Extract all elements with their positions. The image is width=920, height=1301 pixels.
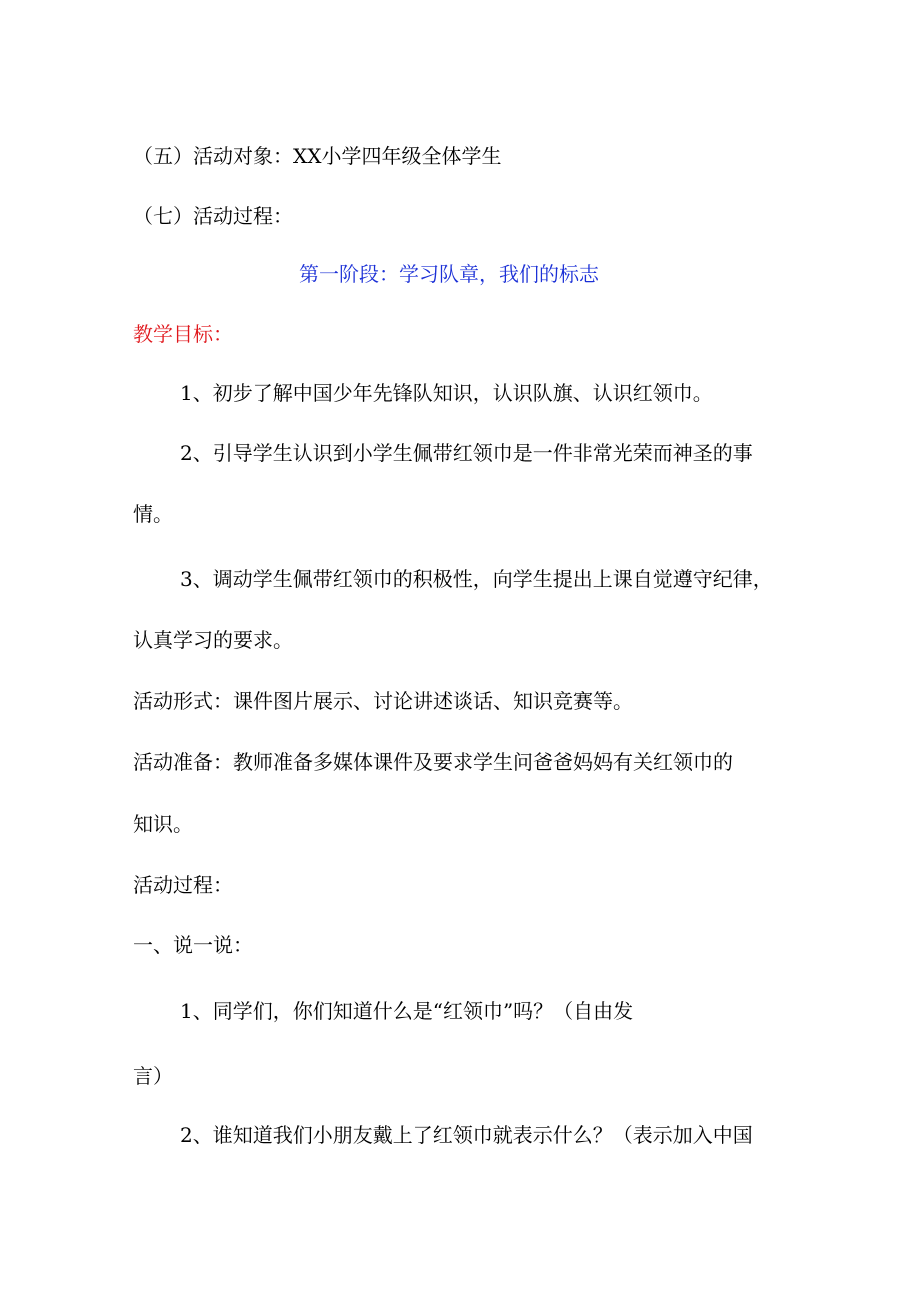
section-say-heading: 一、说一说： xyxy=(133,933,253,957)
goal-2: 2、引导学生认识到小学生佩带红领巾是一件非常光荣而神圣的事 xyxy=(180,441,753,465)
question-2: 2、谁知道我们小朋友戴上了红领巾就表示什么？（表示加入中国 xyxy=(180,1123,753,1147)
goal-3: 3、调动学生佩带红领巾的积极性，向学生提出上课自觉遵守纪律， xyxy=(180,567,773,591)
goal-1: 1、初步了解中国少年先锋队知识，认识队旗、认识红领巾。 xyxy=(180,381,713,405)
goal-2-continued: 情。 xyxy=(133,502,173,526)
teaching-goals-label: 教学目标： xyxy=(133,322,233,346)
activity-process-label: 活动过程： xyxy=(133,873,233,897)
activity-target-line: （五）活动对象：XX小学四年级全体学生 xyxy=(133,144,502,168)
question-1-continued: 言） xyxy=(133,1064,173,1088)
question-1: 1、同学们，你们知道什么是“红领巾”吗？（自由发 xyxy=(180,999,634,1023)
activity-process-heading: （七）活动过程： xyxy=(133,204,293,228)
activity-preparation-continued: 知识。 xyxy=(133,812,193,836)
stage-one-title: 第一阶段：学习队章，我们的标志 xyxy=(299,262,599,286)
activity-form-line: 活动形式：课件图片展示、讨论讲述谈话、知识竞赛等。 xyxy=(133,689,633,713)
activity-preparation-line: 活动准备：教师准备多媒体课件及要求学生问爸爸妈妈有关红领巾的 xyxy=(133,750,733,774)
goal-3-continued: 认真学习的要求。 xyxy=(133,628,293,652)
